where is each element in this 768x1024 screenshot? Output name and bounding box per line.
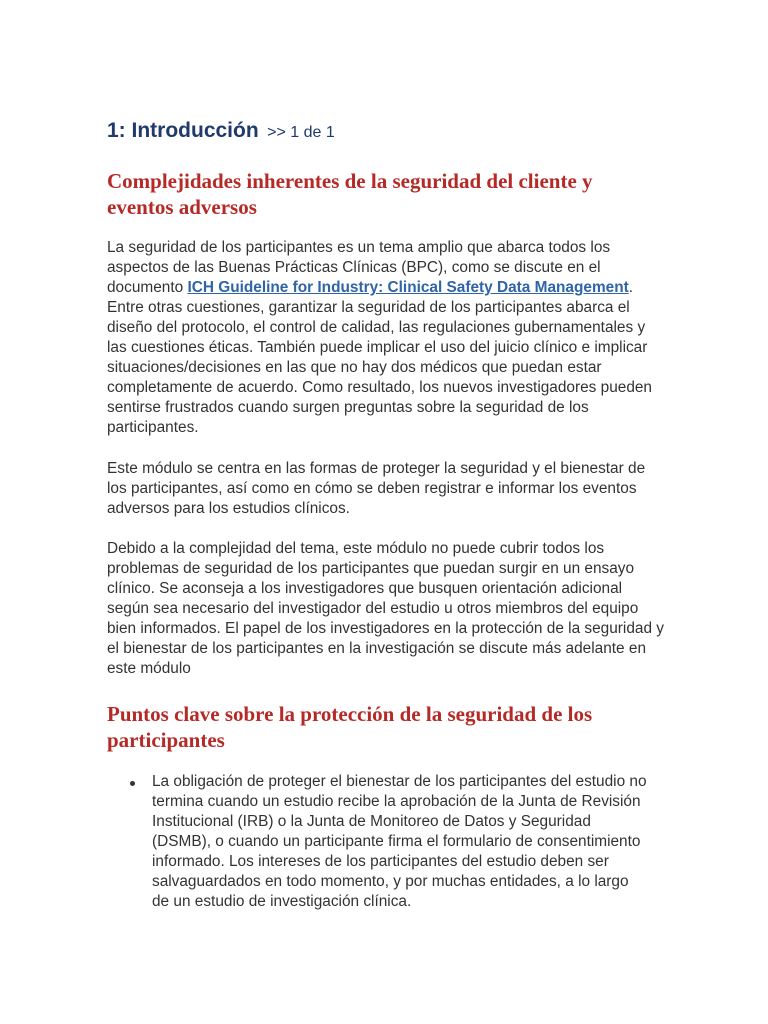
page-pager: >> 1 de 1 — [267, 124, 335, 141]
intro-paragraph — [107, 238, 667, 438]
section-heading-complexities: Complejidades inherentes de la seguridad del cliente y eventos adversos — [107, 169, 593, 219]
paragraph-text: La seguridad de los participantes es un tema amplio que abarca todos los aspectos de las Buenas Prácticas Clínicas (BPC), como se discute en el documento — [107, 239, 611, 296]
page-title-row — [107, 119, 335, 143]
module-focus-paragraph: Este módulo se centra en las formas de proteger la seguridad y el bienestar de los participantes, así como en cómo se deben registrar e informar los eventos adversos para los estudios clínicos. — [107, 460, 646, 517]
section-heading-key-points: Puntos clave sobre la protección de la seguridad de los participantes — [107, 702, 593, 752]
complexity-paragraph: Debido a la complejidad del tema, este módulo no puede cubrir todos los problemas de seguridad de los participantes que puedan surgir en un ensayo clínico. Se aconseja a los investigadores que busquen orientación adicional según sea necesario del investigador del estudio u otros miembros del equipo bien informados. El papel de los investigadores en la protección de la seguridad y el bienestar de los participantes en la investigación se discute más adelante en este módulo — [107, 540, 664, 677]
list-item — [107, 772, 647, 912]
page-title: 1: Introducción — [107, 119, 259, 142]
key-points-list — [107, 772, 647, 912]
ich-guideline-link[interactable]: ICH Guideline for Industry: Clinical Safety Data Management — [187, 279, 629, 296]
bullet-icon — [130, 781, 135, 786]
paragraph-text: . Entre otras cuestiones, garantizar la seguridad de los participantes abarca el diseño del protocolo, el control de calidad, las regulaciones gubernamentales y las cuestiones éticas. También puede implicar el uso del juicio clínico e implicar situaciones/decisiones en las que no hay dos médicos que puedan estar completamente de acuerdo. Como resultado, los nuevos investigadores pueden sentirse frustrados cuando surgen preguntas sobre la seguridad de los participantes. — [107, 279, 652, 436]
list-item-text: La obligación de proteger el bienestar de los participantes del estudio no termina cuando un estudio recibe la aprobación de la Junta de Revisión Institucional (IRB) o la Junta de Monitoreo de Datos y Seguridad (DSMB), o cuando un participante firma el formulario de consentimiento informado. Los intereses de los participantes del estudio deben ser salvaguardados en todo momento, y por muchas entidades, a lo largo de un estudio de investigación clínica. — [152, 773, 647, 910]
